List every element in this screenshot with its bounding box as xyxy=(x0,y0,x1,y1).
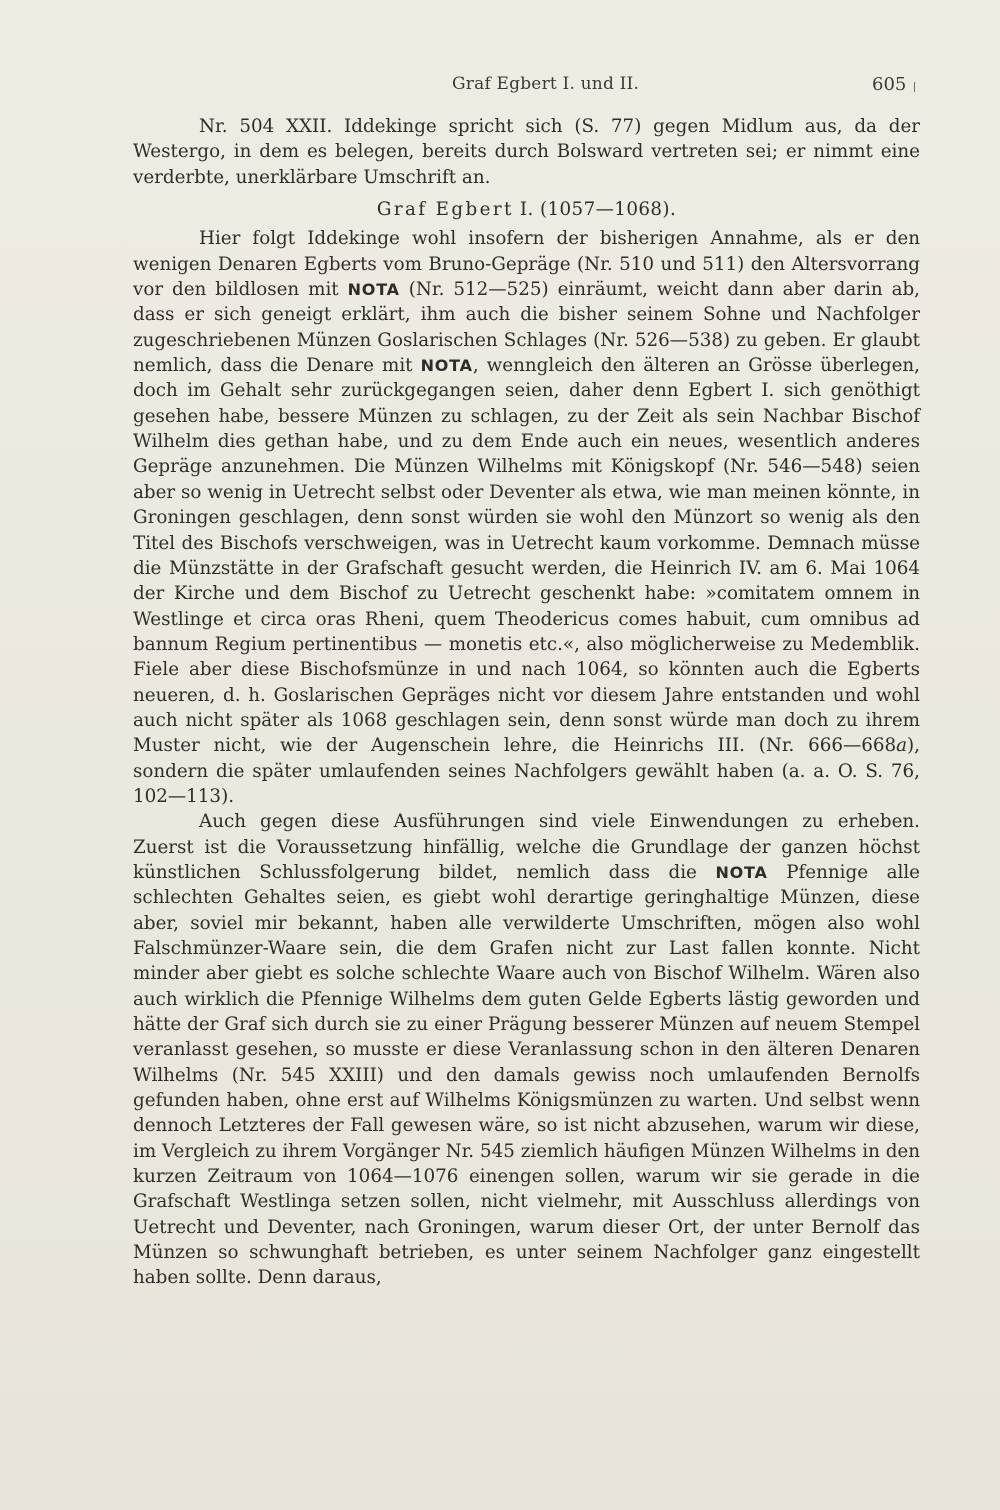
text-run: (Nr. 512—525) einräumt, weicht dann aber darin ab, dass er sich geneigt erklärt, ihm auch die bisher seinem Sohne und Nachfolger zugeschriebenen Münzen Goslarischen Schlages (Nr. 526—538) zu geben. Er glaubt nemlich, dass die Denare mit xyxy=(133,279,920,377)
nota-legend: NOTA xyxy=(420,356,473,376)
margin-mark xyxy=(914,82,915,92)
text-run: Auch gegen diese Ausführungen sind viele Einwendungen zu erheben. Zuerst ist die Voraussetzung hinfällig, welche die Grundlage der ganzen höchst künstlichen Schlussfolgerung bildet, nemlich dass die xyxy=(133,811,920,883)
paragraph xyxy=(133,114,920,190)
text-run: Nr. 504 XXII. Iddekinge spricht sich (S. 77) gegen Midlum aus, da der Westergo, in dem es belegen, bereits durch Bolsward vertreten sei; er nimmt eine verderbte, unerklärbare Umschrift an. xyxy=(133,116,920,188)
text-run: , wenngleich den älteren an Grösse überlegen, doch im Gehalt sehr zurückgegangen seien, daher denn Egbert I. sich genöthigt gesehen habe, bessere Münzen zu schlagen, zu der Zeit als sein Nachbar Bischof Wilhelm dies gethan habe, und zu dem Ende auch ein neues, wesentlich anderes Gepräge anzunehmen. Die Münzen Wilhelms mit Königskopf (Nr. 546—548) seien aber so wenig in Uetrecht selbst oder Deventer als etwa, wie man meinen könnte, in Groningen geschlagen, denn sonst würden sie wohl den Münzort so wenig als den Titel des Bischofs verschweigen, was in Uetrecht kaum vorkomme. Demnach müsse die Münzstätte in der Grafschaft gesucht werden, die Heinrich IV. am 6. Mai 1064 der Kirche und dem Bischof zu Uetrecht geschenkt habe: »comitatem omnem in Westlinge et circa oras Rheni, quem Theodericus comes habuit, cum omnibus ad bannum Regium pertinentibus — monetis etc.«, also möglicherweise zu Medemblik. Fiele aber diese Bischofsmünze in und nach 1064, so könnten auch die Egberts neueren, d. h. Goslarischen Gepräges nicht vor diesem Jahre entstanden und wohl auch nicht später als 1068 geschlagen sein, denn sonst würde man doch zu ihrem Muster nicht, wie der Augenschein lehre, die Heinrichs III. (Nr. 666—668 xyxy=(133,355,920,757)
nota-legend: NOTA xyxy=(715,862,768,882)
text-run: I. (1057—1068). xyxy=(513,199,677,221)
italic-text: a xyxy=(896,735,908,757)
text-run: Hier folgt Iddekinge wohl insofern der bisherigen Annahme, als er den wenigen Denaren Egberts vom Bruno-Gepräge (Nr. 510 und 511) den Altersvorrang vor den bildlosen mit xyxy=(133,228,920,301)
body-text xyxy=(133,114,920,1291)
page-number: 605 xyxy=(872,74,907,95)
paragraph xyxy=(133,809,920,1291)
heading-spaced-text: Graf Egbert xyxy=(376,199,514,221)
paragraph xyxy=(133,226,920,809)
nota-legend: NOTA xyxy=(347,280,400,300)
text-run: ), sondern die später umlaufenden seines Nachfolgers gewählt haben (a. a. O. S. 76, 102—113). xyxy=(133,735,920,807)
section-heading xyxy=(133,197,920,222)
text-run: Pfennige alle schlechten Gehaltes seien, es giebt wohl derartige geringhaltige Münzen, diese aber, soviel mir bekannt, haben alle verwilderte Umschriften, mögen also wohl Falschmünzer-Waare sein, die dem Grafen nicht zur Last fallen konnte. Nicht minder aber giebt es solche schlechte Waare auch von Bischof Wilhelm. Wären also auch wirklich die Pfennige Wilhelms dem guten Gelde Egberts lästig geworden und hätte der Graf sich durch sie zu einer Prägung besserer Münzen auf neuem Stempel veranlasst gesehen, so musste er diese Veranlassung schon in den älteren Denaren Wilhelms (Nr. 545 XXIII) und den damals gewiss noch umlaufenden Bernolfs gefunden haben, ohne erst auf Wilhelms Königsmünzen zu warten. Und selbst wenn dennoch Letzteres der Fall gewesen wäre, so ist nicht abzusehen, warum wir diese, im Vergleich zu ihrem Vorgänger Nr. 545 ziemlich häufigen Münzen Wilhelms in den kurzen Zeitraum von 1064—1076 einengen sollen, warum wir sie gerade in die Grafschaft Westlinga setzen sollen, nicht vielmehr, mit Ausschluss allerdings von Uetrecht und Deventer, nach Groningen, warum dieser Ort, der unter Bernolf das Münzen so schwunghaft betrieben, es unter seinem Nachfolger ganz eingestellt haben sollte. Denn daraus, xyxy=(133,861,920,1289)
running-title: Graf Egbert I. und II. xyxy=(452,74,640,94)
